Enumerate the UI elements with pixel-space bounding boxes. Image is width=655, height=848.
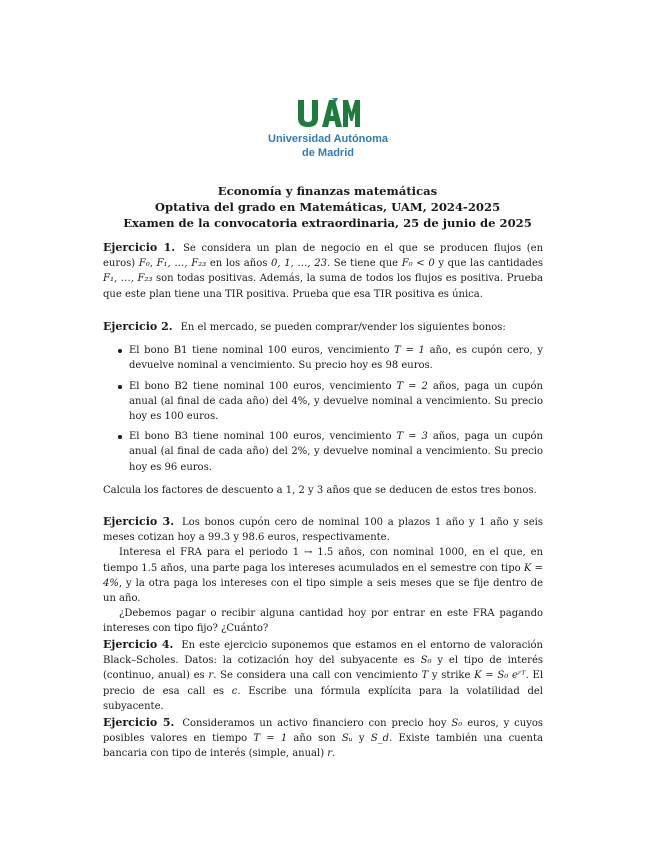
exercise-4 [103,637,543,714]
exercise-1-text: son todas positivas. Además, la suma de todos los flujos es positiva. Prueba que este plan tiene una TIR positiva. Prueba que esa TIR positiva es única. [103,273,543,300]
bond-b1 [103,343,543,373]
exercise-1-text: y que las cantidades [434,258,544,270]
bond-b1-text: año, es cupón cero, y devuelve nominal a vencimiento. Su precio hoy es 98 euros. [129,345,543,372]
math-T: T [421,670,429,682]
exercise-5 [103,715,543,762]
exercise-4-text: En este ejercicio suponemos que estamos en el entorno de valoración Black–Scholes. Datos: la cotización hoy del subyacente es [103,640,543,667]
math-r: r [327,748,333,760]
exercise-5-text: año son [287,733,342,745]
exercise-4-text: . El precio de esa call es [103,670,544,697]
logo-university-line2: de Madrid [302,147,354,159]
math-flows: F₀, F₁, …, F₂₃ [138,258,207,270]
bond-b2-text: años, paga un cupón anual (al final de cada año) del 4%, y devuelve nominal a vencimiento. Su precio hoy es 100 euros. [129,380,543,423]
uam-logo-mark [296,98,360,128]
exercise-1-text: . Se tiene que [326,258,402,270]
exercise-4-text: . Se considera una call con vencimiento [213,670,422,682]
exercise-4-heading: Ejercicio 4. [103,638,174,651]
exam-title [0,183,655,231]
exercise-5-heading: Ejercicio 5. [103,716,175,729]
math-s0: S₀ [451,718,463,729]
math-t1: T = 1 [253,733,288,745]
exercise-5-text: y [352,733,371,745]
exercise-4-text: . Escribe una fórmula explícita para la volatilidad del subyacente. [103,685,543,712]
bond-list [103,343,543,475]
exercise-3-heading: Ejercicio 3. [103,515,175,528]
exercise-3 [103,514,543,637]
bond-b3-text: años, paga un cupón anual (al final de cada año) del 2%, y devuelve nominal a vencimiento. Su precio hoy es 96 euros. [129,431,543,473]
title-line-course: Economía y finanzas matemáticas [217,184,438,198]
math-su: Sᵤ [341,733,353,745]
title-line-degree: Optativa del grado en Matemáticas, UAM, 2024-2025 [154,200,501,214]
exercise-2-question: Calcula los factores de descuento a 1, 2 y 3 años que se deducen de estos tres bonos. [103,484,537,496]
math-f0-negative: F₀ < 0 [401,258,435,270]
exercise-2-intro: En el mercado, se pueden comprar/vender los siguientes bonos: [180,322,506,333]
exercise-5-text: . Existe también una cuenta bancaria con tipo de interés (simple, anual) [103,733,543,760]
exercise-2 [103,319,543,498]
exercise-1-heading: Ejercicio 1. [103,241,176,254]
math-t3: T = 3 [396,431,428,443]
exercise-3-fra-text: , y la otra paga los intereses con el tipo simple a seis meses que se fije dentro de un año. [103,577,543,605]
math-c: c [231,685,238,697]
exercise-5-text: Consideramos un activo financiero con precio hoy [182,718,452,729]
title-line-exam: Examen de la convocatoria extraordinaria, 25 de junio de 2025 [123,216,532,230]
math-strike: K = S₀ eʳᵀ [474,670,526,682]
exercise-1-text: en los años [206,258,272,270]
math-k: K = 4% [103,562,544,589]
exercise-5-text: . [332,748,336,760]
bond-b3 [103,429,543,475]
uam-logo [245,98,411,160]
exercise-1-text: Se considera un plan de negocio en el que se producen flujos (en euros) [103,243,544,270]
exercise-1 [103,240,543,302]
math-s0: S₀ [420,655,432,667]
exercise-3-text: Los bonos cupón cero de nominal 100 a plazos 1 año y 1 año y seis meses cotizan hoy a 99.3 y 98.6 euros, respectivamente. [103,517,543,544]
logo-university-line1: Universidad Autónoma [268,133,388,145]
exercise-4-text: y el tipo de interés (continuo, anual) es [103,655,543,682]
math-t1: T = 1 [394,345,425,357]
math-rest-flows: F₁, …, F₂₃ [103,273,153,285]
math-r: r [208,670,214,682]
bond-b2-text: El bono B2 tiene nominal 100 euros, vencimiento [129,380,397,392]
math-t2: T = 2 [396,380,428,392]
math-years: 0, 1, …, 23 [271,258,327,270]
bond-b3-text: El bono B3 tiene nominal 100 euros, vencimiento [129,431,397,443]
exercise-3-fra-text: Interesa el FRA para el periodo 1 → 1.5 años, con nominal 1000, en el que, en tiempo 1.5 años, una parte paga los intereses acumulados en el semestre con tipo [103,547,543,574]
exercise-5-text: euros, y cuyos posibles valores en tiempo [103,718,544,745]
exercise-3-question: ¿Debemos pagar o recibir alguna cantidad hoy por entrar en este FRA pagando intereses con tipo fijo? ¿Cuánto? [103,608,543,635]
exercise-2-heading: Ejercicio 2. [103,320,173,333]
math-sd: S_d [370,733,390,745]
exercise-4-text: y strike [428,670,475,682]
bond-b2 [103,379,543,425]
bond-b1-text: El bono B1 tiene nominal 100 euros, vencimiento [129,345,395,357]
